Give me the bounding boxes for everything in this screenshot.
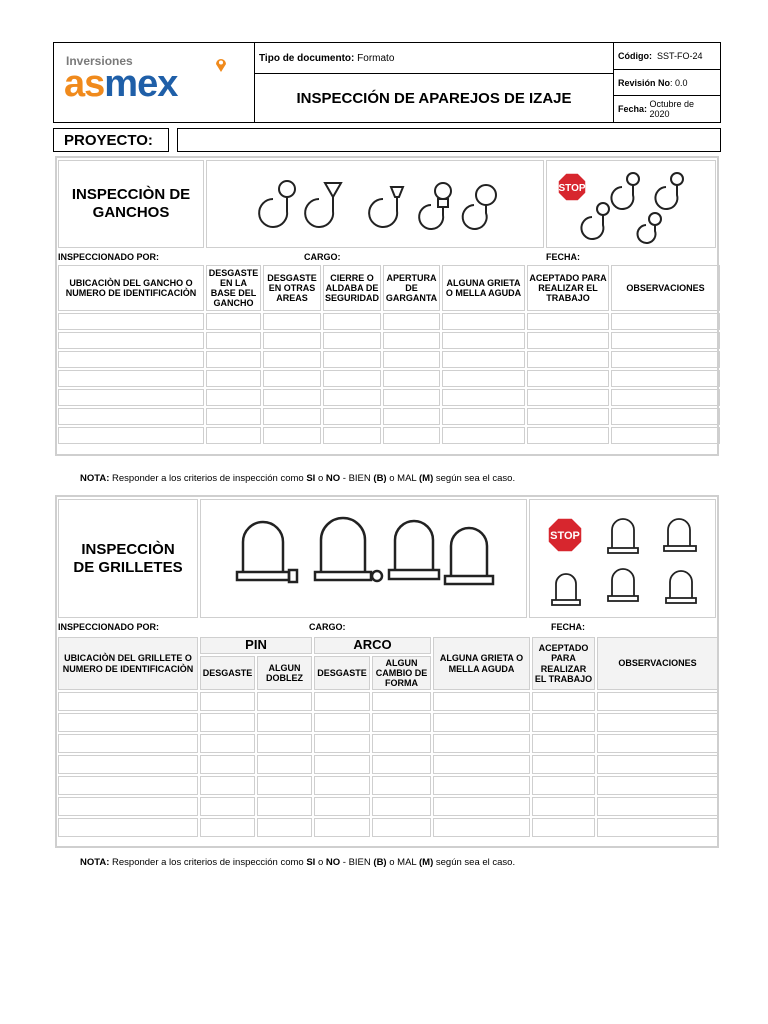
- table-cell[interactable]: [257, 713, 312, 732]
- hook-icon: [655, 173, 683, 209]
- logo-wordmark: asmex: [64, 63, 178, 105]
- table-row: [58, 313, 720, 330]
- table-cell[interactable]: [597, 692, 718, 711]
- col-observaciones: OBSERVACIONES: [597, 637, 718, 690]
- table-cell[interactable]: [372, 734, 431, 753]
- table-cell[interactable]: [58, 408, 204, 425]
- table-cell[interactable]: [263, 389, 321, 406]
- table-cell[interactable]: [611, 370, 720, 387]
- table-cell[interactable]: [200, 734, 255, 753]
- logo-subtitle: Inversiones: [66, 54, 133, 68]
- note-1: NOTA: Responder a los criterios de inspección como SI o NO - BIEN (B) o MAL (M) según sea el caso.: [80, 473, 516, 484]
- table-cell[interactable]: [532, 692, 595, 711]
- table-cell[interactable]: [58, 351, 204, 368]
- shackle-icon: [666, 571, 696, 603]
- table-cell[interactable]: [433, 713, 530, 732]
- table-cell[interactable]: [263, 427, 321, 444]
- table-cell[interactable]: [58, 332, 204, 349]
- hooks-table: [56, 263, 722, 446]
- table-cell[interactable]: [433, 692, 530, 711]
- table-cell[interactable]: [263, 370, 321, 387]
- shackle-icon: [445, 528, 493, 584]
- position-label: CARGO:: [309, 622, 346, 632]
- table-cell[interactable]: [372, 713, 431, 732]
- col-arco-desgaste: DESGASTE: [314, 656, 370, 690]
- table-cell[interactable]: [58, 797, 198, 816]
- table-cell[interactable]: [433, 734, 530, 753]
- table-cell[interactable]: [314, 797, 370, 816]
- table-cell[interactable]: [532, 797, 595, 816]
- project-field[interactable]: [177, 128, 721, 152]
- table-row: [58, 713, 718, 732]
- table-cell[interactable]: [257, 797, 312, 816]
- table-cell[interactable]: [611, 351, 720, 368]
- hooks-image-panel: [206, 160, 544, 248]
- table-cell[interactable]: [383, 332, 440, 349]
- table-cell[interactable]: [433, 755, 530, 774]
- table-cell[interactable]: [442, 408, 525, 425]
- table-cell[interactable]: [58, 818, 198, 837]
- table-cell[interactable]: [611, 427, 720, 444]
- company-logo: [54, 43, 255, 122]
- table-cell[interactable]: [323, 370, 381, 387]
- table-cell[interactable]: [314, 692, 370, 711]
- table-cell[interactable]: [58, 370, 204, 387]
- col-cierre: CIERRE O ALDABA DE SEGURIDAD: [323, 265, 381, 311]
- table-cell[interactable]: [532, 755, 595, 774]
- table-cell[interactable]: [314, 755, 370, 774]
- hook-icon: [463, 185, 496, 229]
- table-cell[interactable]: [323, 389, 381, 406]
- shackles-stop-panel: [529, 499, 716, 618]
- table-cell[interactable]: [442, 351, 525, 368]
- table-cell[interactable]: [200, 713, 255, 732]
- table-cell[interactable]: [532, 776, 595, 795]
- col-grieta: ALGUNA GRIETA O MELLA AGUDA: [442, 265, 525, 311]
- table-cell[interactable]: [263, 332, 321, 349]
- col-ubicacion: UBICACIÒN DEL GANCHO O NUMERO DE IDENTIFICACIÒN: [58, 265, 204, 311]
- col-grieta: ALGUNA GRIETA O MELLA AGUDA: [433, 637, 530, 690]
- table-cell[interactable]: [206, 351, 261, 368]
- shackle-icon: [664, 519, 696, 551]
- table-row: [58, 734, 718, 753]
- shackles-group-row: [58, 637, 718, 654]
- svg-text:STOP: STOP: [550, 530, 580, 542]
- hooks-header-row: [58, 265, 720, 311]
- shackles-title: INSPECCIÒN DE GRILLETES: [58, 499, 198, 618]
- table-cell[interactable]: [58, 776, 198, 795]
- table-cell[interactable]: [314, 818, 370, 837]
- table-cell[interactable]: [323, 351, 381, 368]
- table-cell[interactable]: [611, 408, 720, 425]
- table-cell[interactable]: [206, 389, 261, 406]
- doc-revision: Revisión No : 0.0: [614, 70, 720, 97]
- table-cell[interactable]: [597, 713, 718, 732]
- table-row: [58, 332, 720, 349]
- table-cell[interactable]: [527, 313, 609, 330]
- table-cell[interactable]: [527, 351, 609, 368]
- col-arco-cambio: ALGUN CAMBIO DE FORMA: [372, 656, 431, 690]
- table-cell[interactable]: [58, 692, 198, 711]
- date-label: FECHA:: [551, 622, 585, 632]
- table-cell[interactable]: [323, 313, 381, 330]
- group-arco: ARCO: [314, 637, 431, 654]
- table-cell[interactable]: [257, 818, 312, 837]
- table-row: [58, 776, 718, 795]
- table-cell[interactable]: [200, 692, 255, 711]
- project-label: PROYECTO:: [53, 128, 169, 152]
- table-cell[interactable]: [527, 427, 609, 444]
- hooks-illustration: [207, 161, 543, 247]
- shackle-icon: [237, 522, 297, 582]
- table-cell[interactable]: [532, 713, 595, 732]
- table-cell[interactable]: [200, 797, 255, 816]
- table-cell[interactable]: [200, 755, 255, 774]
- shackle-icon: [389, 521, 439, 579]
- table-cell[interactable]: [527, 370, 609, 387]
- table-cell[interactable]: [597, 797, 718, 816]
- position-label: CARGO:: [304, 252, 341, 262]
- table-cell[interactable]: [58, 713, 198, 732]
- table-cell[interactable]: [611, 332, 720, 349]
- table-cell[interactable]: [433, 797, 530, 816]
- inspected-by-label: INSPECCIONADO POR:: [58, 622, 160, 632]
- doc-type: Tipo de documento: Formato: [255, 43, 613, 74]
- shackle-icon: [552, 574, 580, 605]
- document-header: [53, 42, 721, 123]
- table-cell[interactable]: [372, 797, 431, 816]
- table-cell[interactable]: [597, 755, 718, 774]
- col-desgaste-otras: DESGASTE EN OTRAS AREAS: [263, 265, 321, 311]
- col-ubicacion-grillete: UBICACIÒN DEL GRILLETE O NUMERO DE IDENTIFICACIÒN: [58, 637, 198, 690]
- col-observaciones: OBSERVACIONES: [611, 265, 720, 311]
- hooks-stop-panel: [546, 160, 716, 248]
- table-cell[interactable]: [314, 776, 370, 795]
- hook-icon: [611, 173, 639, 209]
- table-cell[interactable]: [257, 692, 312, 711]
- table-cell[interactable]: [433, 818, 530, 837]
- table-cell[interactable]: [372, 818, 431, 837]
- table-cell[interactable]: [532, 818, 595, 837]
- table-cell[interactable]: [383, 370, 440, 387]
- table-cell[interactable]: [532, 734, 595, 753]
- table-cell[interactable]: [442, 427, 525, 444]
- table-cell[interactable]: [383, 427, 440, 444]
- stop-sign-icon: [558, 173, 586, 201]
- table-cell[interactable]: [527, 389, 609, 406]
- table-cell[interactable]: [206, 313, 261, 330]
- hook-icon: [581, 203, 609, 239]
- col-aceptado: ACEPTADO PARA REALIZAR EL TRABAJO: [532, 637, 595, 690]
- table-cell[interactable]: [257, 755, 312, 774]
- logo-pin-icon: [214, 57, 228, 73]
- table-cell[interactable]: [323, 408, 381, 425]
- hooks-title: INSPECCIÒN DE GANCHOS: [58, 160, 204, 248]
- shackle-icon: [608, 519, 638, 553]
- table-row: [58, 797, 718, 816]
- table-cell[interactable]: [263, 408, 321, 425]
- table-row: [58, 755, 718, 774]
- table-row: [58, 351, 720, 368]
- table-row: [58, 692, 718, 711]
- table-cell[interactable]: [58, 313, 204, 330]
- table-cell[interactable]: [597, 734, 718, 753]
- table-cell[interactable]: [383, 313, 440, 330]
- table-cell[interactable]: [58, 734, 198, 753]
- table-cell[interactable]: [58, 389, 204, 406]
- doc-date: Fecha: Octubre de 2020: [618, 99, 695, 120]
- table-row: [58, 389, 720, 406]
- table-cell[interactable]: [200, 818, 255, 837]
- table-cell[interactable]: [58, 427, 204, 444]
- table-cell[interactable]: [206, 370, 261, 387]
- shackle-icon: [608, 569, 638, 601]
- shackles-image-panel: [200, 499, 527, 618]
- col-pin-desgaste: DESGASTE: [200, 656, 255, 690]
- col-desgaste-base: DESGASTE EN LA BASE DEL GANCHO: [206, 265, 261, 311]
- table-cell[interactable]: [597, 776, 718, 795]
- table-cell[interactable]: [314, 713, 370, 732]
- table-cell[interactable]: [323, 427, 381, 444]
- table-cell[interactable]: [383, 389, 440, 406]
- table-cell[interactable]: [206, 332, 261, 349]
- col-aceptado: ACEPTADO PARA REALIZAR EL TRABAJO: [527, 265, 609, 311]
- document-title: INSPECCIÓN DE APAREJOS DE IZAJE: [296, 89, 572, 107]
- table-cell[interactable]: [372, 755, 431, 774]
- note-2: NOTA: Responder a los criterios de inspección como SI o NO - BIEN (B) o MAL (M) según sea el caso.: [80, 857, 516, 868]
- table-cell[interactable]: [611, 389, 720, 406]
- doc-code: Código: SST-FO-24: [614, 43, 720, 70]
- table-cell[interactable]: [383, 408, 440, 425]
- table-cell[interactable]: [527, 332, 609, 349]
- hook-icon: [419, 183, 451, 229]
- col-pin-doblez: ALGUN DOBLEZ: [257, 656, 312, 690]
- shackles-info-row: [58, 622, 718, 634]
- table-cell[interactable]: [611, 313, 720, 330]
- date-label: FECHA:: [546, 252, 580, 262]
- table-cell[interactable]: [58, 755, 198, 774]
- group-pin: PIN: [200, 637, 312, 654]
- table-cell[interactable]: [206, 408, 261, 425]
- hook-icon: [259, 181, 295, 227]
- table-cell[interactable]: [597, 818, 718, 837]
- table-cell[interactable]: [257, 734, 312, 753]
- table-cell[interactable]: [442, 389, 525, 406]
- table-cell[interactable]: [442, 313, 525, 330]
- svg-text:STOP: STOP: [558, 183, 586, 194]
- table-cell[interactable]: [323, 332, 381, 349]
- inspected-by-label: INSPECCIONADO POR:: [58, 252, 160, 262]
- table-cell[interactable]: [263, 351, 321, 368]
- shackle-icon: [315, 518, 382, 581]
- table-cell[interactable]: [372, 776, 431, 795]
- table-cell[interactable]: [383, 351, 440, 368]
- hook-icon: [305, 183, 341, 227]
- hook-icon: [638, 213, 661, 243]
- table-row: [58, 408, 720, 425]
- hook-icon: [369, 187, 403, 227]
- table-cell[interactable]: [257, 776, 312, 795]
- table-cell[interactable]: [442, 370, 525, 387]
- table-cell[interactable]: [200, 776, 255, 795]
- table-row: [58, 427, 720, 444]
- table-cell[interactable]: [314, 734, 370, 753]
- shackles-illustration: [201, 500, 526, 617]
- table-cell[interactable]: [433, 776, 530, 795]
- shackles-table: [56, 635, 720, 839]
- table-cell[interactable]: [442, 332, 525, 349]
- col-apertura: APERTURA DE GARGANTA: [383, 265, 440, 311]
- table-cell[interactable]: [372, 692, 431, 711]
- table-row: [58, 370, 720, 387]
- table-cell[interactable]: [263, 313, 321, 330]
- table-cell[interactable]: [206, 427, 261, 444]
- table-cell[interactable]: [527, 408, 609, 425]
- table-row: [58, 818, 718, 837]
- stop-sign-icon: [548, 518, 582, 552]
